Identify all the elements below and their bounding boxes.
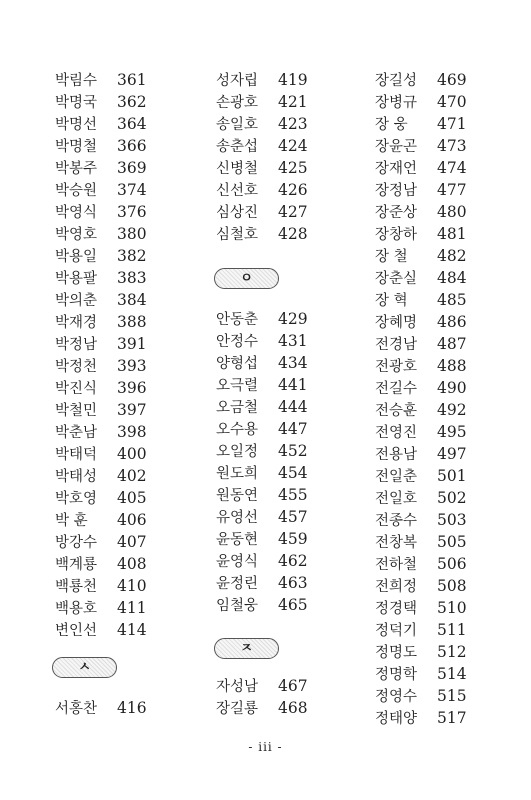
entry-name: 안정수 — [216, 334, 259, 350]
index-entry — [375, 313, 467, 332]
section-letter: ㅇ — [240, 271, 253, 286]
entry-name: 박명철 — [55, 139, 98, 155]
index-entry — [375, 533, 467, 552]
index-entry — [375, 643, 467, 662]
entry-page: 452 — [278, 442, 308, 460]
entry-name: 장 철 — [375, 249, 408, 265]
entry-page: 462 — [278, 552, 308, 570]
entry-name: 윤정린 — [216, 576, 259, 592]
index-entry — [375, 379, 467, 398]
entry-name: 전희정 — [375, 579, 418, 595]
index-entry — [375, 665, 467, 684]
entry-page: 441 — [278, 376, 308, 394]
entry-name: 임철웅 — [216, 598, 259, 614]
entry-name: 정명학 — [375, 667, 418, 683]
entry-name: 박림수 — [55, 73, 98, 89]
entry-name: 박정천 — [55, 359, 98, 375]
entry-name: 정영수 — [375, 689, 418, 705]
entry-name: 박승원 — [55, 183, 98, 199]
index-entry — [375, 93, 467, 112]
index-entry — [375, 335, 467, 354]
entry-page: 369 — [117, 159, 147, 177]
index-entry — [375, 401, 467, 420]
entry-page: 501 — [437, 467, 467, 485]
index-entry — [375, 71, 467, 90]
entry-name: 전일호 — [375, 491, 418, 507]
entry-name: 백룡천 — [55, 579, 98, 595]
entry-name: 장 혁 — [375, 293, 408, 309]
entry-page: 414 — [117, 621, 147, 639]
index-entry — [375, 181, 467, 200]
entry-page: 425 — [278, 159, 308, 177]
index-entry — [375, 445, 467, 464]
entry-name: 정태양 — [375, 711, 418, 727]
entry-page: 383 — [117, 269, 147, 287]
index-entry — [375, 555, 467, 574]
entry-page: 481 — [437, 225, 467, 243]
entry-name: 박용팔 — [55, 271, 98, 287]
entry-page: 405 — [117, 489, 147, 507]
index-entry — [375, 203, 467, 222]
entry-page: 454 — [278, 464, 308, 482]
entry-page: 400 — [117, 445, 147, 463]
entry-page: 431 — [278, 332, 308, 350]
entry-name: 장정남 — [375, 183, 418, 199]
index-entry — [375, 115, 467, 134]
entry-name: 신선호 — [216, 183, 259, 199]
entry-page: 406 — [117, 511, 147, 529]
entry-name: 전용남 — [375, 447, 418, 463]
section-header-j — [214, 638, 279, 659]
entry-page: 514 — [437, 665, 467, 683]
entry-name: 박명국 — [55, 95, 98, 111]
entry-page: 382 — [117, 247, 147, 265]
entry-page: 393 — [117, 357, 147, 375]
entry-name: 원도희 — [216, 466, 259, 482]
entry-name: 전일춘 — [375, 469, 418, 485]
entry-page: 376 — [117, 203, 147, 221]
entry-name: 박태성 — [55, 469, 98, 485]
entry-page: 380 — [117, 225, 147, 243]
entry-page: 407 — [117, 533, 147, 551]
entry-name: 정덕기 — [375, 623, 418, 639]
entry-page: 515 — [437, 687, 467, 705]
entry-page: 396 — [117, 379, 147, 397]
entry-name: 장길성 — [375, 73, 418, 89]
index-entry — [375, 467, 467, 486]
entry-name: 심상진 — [216, 205, 259, 221]
entry-page: 434 — [278, 354, 308, 372]
section-letter: ㅅ — [78, 660, 91, 675]
entry-page: 362 — [117, 93, 147, 111]
entry-page: 465 — [278, 596, 308, 614]
entry-page: 469 — [437, 71, 467, 89]
entry-page: 497 — [437, 445, 467, 463]
entry-page: 455 — [278, 486, 308, 504]
entry-page: 419 — [278, 71, 308, 89]
entry-page: 510 — [437, 599, 467, 617]
index-entry — [375, 269, 467, 288]
entry-name: 박춘남 — [55, 425, 98, 441]
entry-page: 364 — [117, 115, 147, 133]
entry-name: 전광호 — [375, 359, 418, 375]
entry-page: 416 — [117, 699, 147, 717]
entry-name: 전길수 — [375, 381, 418, 397]
entry-page: 423 — [278, 115, 308, 133]
entry-page: 474 — [437, 159, 467, 177]
entry-page: 391 — [117, 335, 147, 353]
entry-name: 백계룡 — [55, 557, 98, 573]
entry-name: 전창복 — [375, 535, 418, 551]
entry-name: 박봉주 — [55, 161, 98, 177]
entry-page: 402 — [117, 467, 147, 485]
entry-name: 장병규 — [375, 95, 418, 111]
entry-name: 박호영 — [55, 491, 98, 507]
entry-name: 박태덕 — [55, 447, 98, 463]
entry-page: 488 — [437, 357, 467, 375]
entry-page: 463 — [278, 574, 308, 592]
entry-name: 안동춘 — [216, 312, 259, 328]
index-entry — [375, 511, 467, 530]
entry-page: 421 — [278, 93, 308, 111]
entry-name: 박진식 — [55, 381, 98, 397]
entry-page: 398 — [117, 423, 147, 441]
entry-name: 오금철 — [216, 400, 259, 416]
entry-page: 484 — [437, 269, 467, 287]
entry-page: 361 — [117, 71, 147, 89]
entry-page: 508 — [437, 577, 467, 595]
index-entry — [375, 489, 467, 508]
entry-name: 장춘실 — [375, 271, 418, 287]
entry-page: 470 — [437, 93, 467, 111]
entry-name: 양형섭 — [216, 356, 259, 372]
index-entry — [375, 137, 467, 156]
entry-name: 백용호 — [55, 601, 98, 617]
entry-name: 정경택 — [375, 601, 418, 617]
entry-name: 장길룡 — [216, 701, 259, 717]
entry-name: 박명선 — [55, 117, 98, 133]
index-entry — [375, 709, 467, 728]
entry-name: 장창하 — [375, 227, 418, 243]
entry-name: 윤영식 — [216, 554, 259, 570]
entry-name: 변인선 — [55, 623, 98, 639]
entry-page: 477 — [437, 181, 467, 199]
entry-page: 428 — [278, 225, 308, 243]
index-entry — [375, 291, 467, 310]
entry-name: 전종수 — [375, 513, 418, 529]
index-entry — [375, 159, 467, 178]
entry-page: 447 — [278, 420, 308, 438]
section-header-s — [52, 657, 117, 678]
page-number: - iii - — [248, 740, 283, 754]
entry-page: 471 — [437, 115, 467, 133]
entry-name: 장재언 — [375, 161, 418, 177]
entry-page: 426 — [278, 181, 308, 199]
entry-page: 480 — [437, 203, 467, 221]
entry-name: 박용일 — [55, 249, 98, 265]
entry-name: 장혜명 — [375, 315, 418, 331]
entry-page: 517 — [437, 709, 467, 727]
entry-name: 신병철 — [216, 161, 259, 177]
entry-page: 492 — [437, 401, 467, 419]
entry-page: 366 — [117, 137, 147, 155]
index-entry — [375, 225, 467, 244]
entry-page: 468 — [278, 699, 308, 717]
entry-name: 박철민 — [55, 403, 98, 419]
entry-name: 박의춘 — [55, 293, 98, 309]
entry-name: 전승훈 — [375, 403, 418, 419]
entry-name: 장준상 — [375, 205, 418, 221]
entry-page: 511 — [437, 621, 467, 639]
entry-name: 박 훈 — [55, 513, 88, 529]
entry-name: 원동연 — [216, 488, 259, 504]
entry-name: 성자립 — [216, 73, 259, 89]
entry-name: 송춘섭 — [216, 139, 259, 155]
index-entry — [375, 357, 467, 376]
entry-name: 방강수 — [55, 535, 98, 551]
entry-page: 473 — [437, 137, 467, 155]
entry-page: 424 — [278, 137, 308, 155]
entry-page: 512 — [437, 643, 467, 661]
entry-name: 전경남 — [375, 337, 418, 353]
section-letter: ㅈ — [240, 641, 253, 656]
entry-page: 505 — [437, 533, 467, 551]
entry-page: 397 — [117, 401, 147, 419]
entry-name: 서홍찬 — [55, 701, 98, 717]
entry-name: 손광호 — [216, 95, 259, 111]
entry-name: 송일호 — [216, 117, 259, 133]
entry-name: 오극렬 — [216, 378, 259, 394]
entry-page: 459 — [278, 530, 308, 548]
index-entry — [375, 577, 467, 596]
entry-name: 자성남 — [216, 679, 259, 695]
section-header-o — [214, 268, 279, 289]
entry-page: 495 — [437, 423, 467, 441]
entry-page: 490 — [437, 379, 467, 397]
entry-name: 정명도 — [375, 645, 418, 661]
entry-name: 유영선 — [216, 510, 259, 526]
index-entry — [375, 687, 467, 706]
entry-name: 박영호 — [55, 227, 98, 243]
entry-name: 장윤곤 — [375, 139, 418, 155]
entry-name: 장 웅 — [375, 117, 408, 133]
entry-page: 485 — [437, 291, 467, 309]
entry-page: 487 — [437, 335, 467, 353]
entry-name: 오일정 — [216, 444, 259, 460]
index-entry — [375, 599, 467, 618]
entry-page: 384 — [117, 291, 147, 309]
entry-page: 429 — [278, 310, 308, 328]
entry-name: 전영진 — [375, 425, 418, 441]
entry-page: 506 — [437, 555, 467, 573]
entry-page: 457 — [278, 508, 308, 526]
entry-name: 박정남 — [55, 337, 98, 353]
entry-page: 486 — [437, 313, 467, 331]
entry-name: 오수용 — [216, 422, 259, 438]
entry-page: 502 — [437, 489, 467, 507]
entry-page: 411 — [117, 599, 147, 617]
entry-page: 467 — [278, 677, 308, 695]
index-entry — [375, 621, 467, 640]
index-entry — [375, 423, 467, 442]
index-entry — [375, 247, 467, 266]
entry-name: 전하철 — [375, 557, 418, 573]
entry-page: 444 — [278, 398, 308, 416]
entry-name: 박재경 — [55, 315, 98, 331]
entry-page: 427 — [278, 203, 308, 221]
entry-page: 503 — [437, 511, 467, 529]
entry-page: 408 — [117, 555, 147, 573]
entry-page: 388 — [117, 313, 147, 331]
entry-page: 410 — [117, 577, 147, 595]
entry-name: 박영식 — [55, 205, 98, 221]
entry-page: 374 — [117, 181, 147, 199]
entry-name: 심철호 — [216, 227, 259, 243]
entry-page: 482 — [437, 247, 467, 265]
entry-name: 윤동현 — [216, 532, 259, 548]
